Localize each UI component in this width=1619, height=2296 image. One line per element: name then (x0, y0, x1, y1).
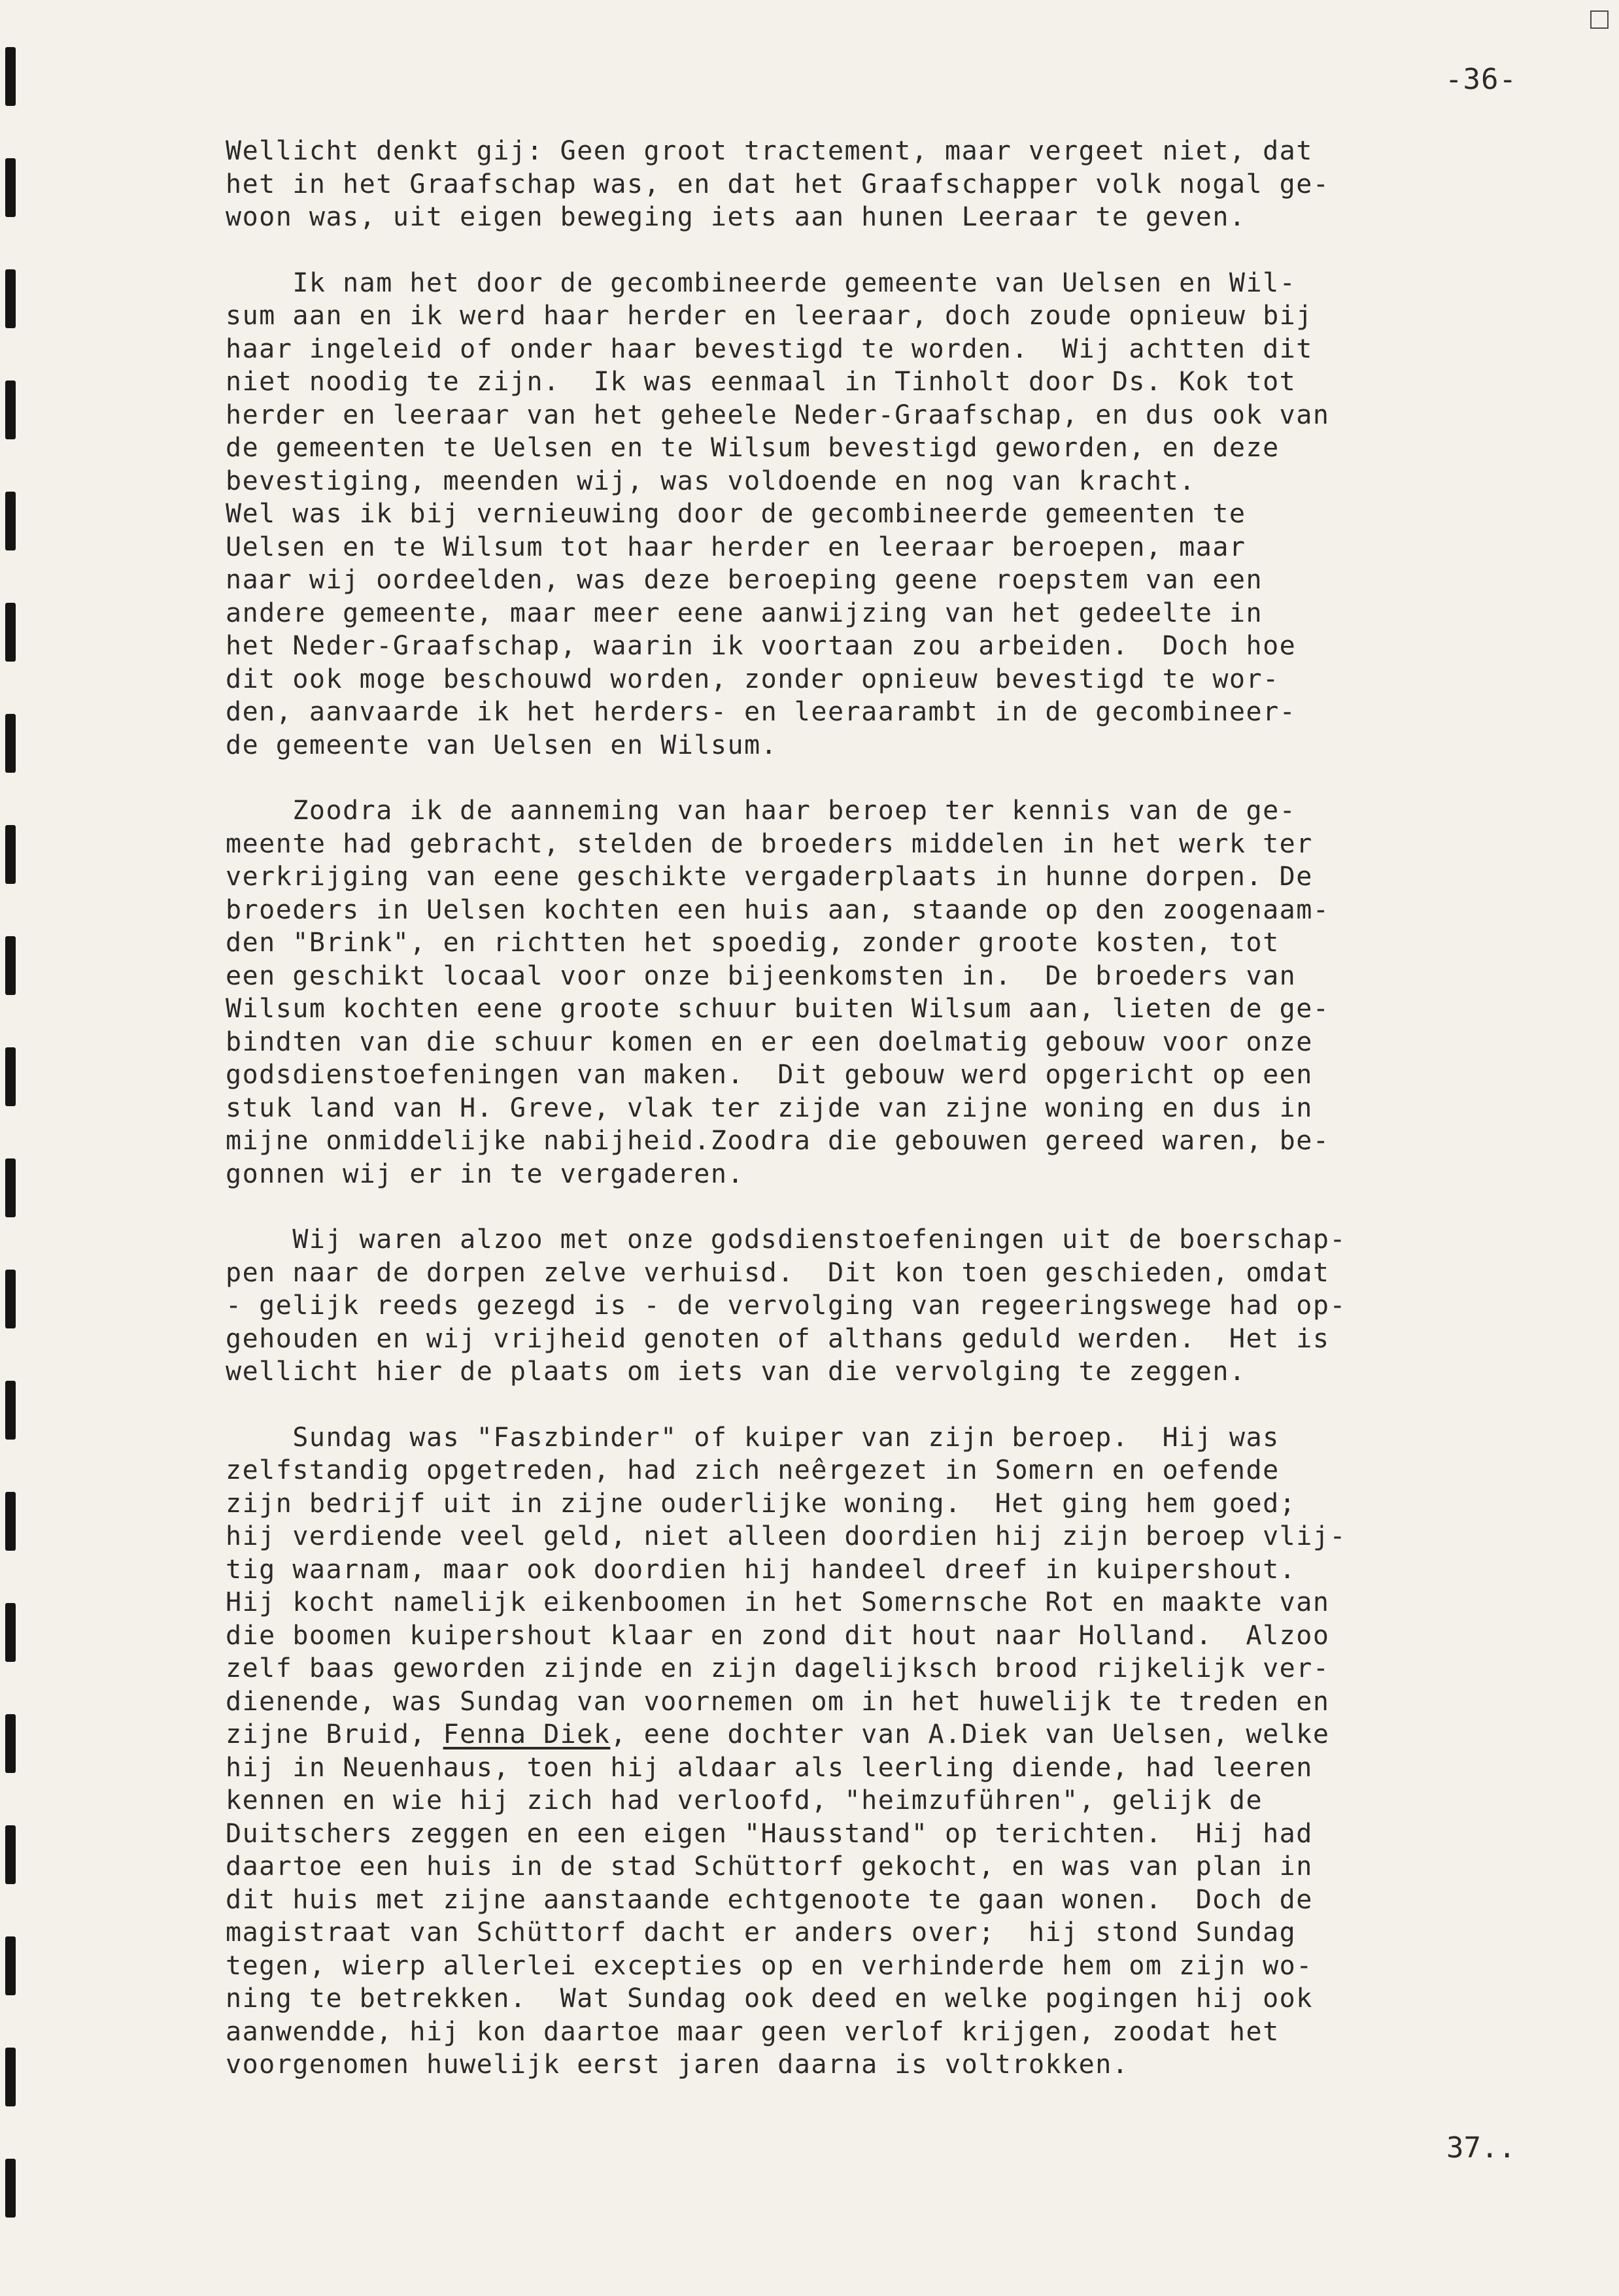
text-line: woon was, uit eigen beweging iets aan hunen Leeraar te geven. (226, 202, 1246, 232)
text-line: Zoodra ik de aanneming van haar beroep ter kennis van de ge- (226, 796, 1297, 826)
text-line: Duitschers zeggen en een eigen "Hausstand" op terichten. Hij had (226, 1818, 1313, 1849)
text-line: sum aan en ik werd haar herder en leeraar, doch zoude opnieuw bij (226, 301, 1313, 331)
text-line: aanwendde, hij kon daartoe maar geen verlof krijgen, zoodat het (226, 2016, 1280, 2047)
text-line: daartoe een huis in de stad Schüttorf gekocht, en was van plan in (226, 1851, 1313, 1882)
text-line: dit huis met zijne aanstaande echtgenoote te gaan wonen. Doch de (226, 1884, 1313, 1915)
text-line: Hij kocht namelijk eikenboomen in het Somernsche Rot en maakte van (226, 1587, 1330, 1617)
text-line: zijn bedrijf uit in zijne ouderlijke woning. Het ging hem goed; (226, 1488, 1297, 1519)
text-line: andere gemeente, maar meer eene aanwijzing van het gedeelte in (226, 598, 1263, 628)
paragraph (226, 267, 1566, 762)
text-line: ning te betrekken. Wat Sundag ook deed en welke pogingen hij ook (226, 1984, 1313, 2014)
binding-hole (5, 1158, 16, 1217)
text-line: een geschikt locaal voor onze bijeenkomsten in. De broeders van (226, 960, 1297, 991)
text-line: Uelsen en te Wilsum tot haar herder en leeraar beroepen, maar (226, 532, 1246, 562)
binding-hole (5, 47, 16, 106)
text-line: wellicht hier de plaats om iets van die vervolging te zeggen. (226, 1357, 1246, 1387)
text-line: haar ingeleid of onder haar bevestigd te worden. Wij achtten dit (226, 333, 1313, 364)
binding-hole (5, 158, 16, 217)
binding-hole (5, 1492, 16, 1551)
binding-hole (5, 1603, 16, 1662)
text-line: magistraat van Schüttorf dacht er anders over; hij stond Sundag (226, 1917, 1297, 1948)
paragraph (226, 1421, 1566, 2082)
text-line: Ik nam het door de gecombineerde gemeente van Uelsen en Wil- (226, 267, 1297, 298)
text-line: het in het Graafschap was, en dat het Graafschapper volk nogal ge- (226, 169, 1330, 199)
text-line: Wij waren alzoo met onze godsdienstoefeningen uit de boerschap- (226, 1224, 1346, 1255)
binding-hole (5, 936, 16, 995)
binding-hole (5, 492, 16, 550)
text-line: zelf baas geworden zijnde en zijn dagelijksch brood rijkelijk ver- (226, 1653, 1330, 1683)
spiral-binding (0, 0, 39, 2296)
binding-hole (5, 2159, 16, 2218)
binding-hole (5, 1714, 16, 1773)
text-line: tig waarnam, maar ook doordien hij handeel dreef in kuipershout. (226, 1554, 1297, 1585)
binding-hole (5, 603, 16, 662)
text-line: kennen en wie hij zich had verloofd, "heimzuführen", gelijk de (226, 1785, 1263, 1815)
paragraph-gap (226, 762, 1566, 794)
text-line: de gemeenten te Uelsen en te Wilsum bevestigd geworden, en deze (226, 433, 1280, 463)
paragraph (226, 1223, 1566, 1389)
text-line: Wellicht denkt gij: Geen groot tractement, maar vergeet niet, dat (226, 136, 1313, 166)
text-line: bevestiging, meenden wij, was voldoende en nog van kracht. (226, 465, 1196, 496)
paragraph-gap (226, 1389, 1566, 1421)
text-line: Wel was ik bij vernieuwing door de gecombineerde gemeenten te (226, 499, 1246, 529)
binding-hole (5, 1047, 16, 1106)
text-line: voorgenomen huwelijk eerst jaren daarna is voltrokken. (226, 2050, 1129, 2080)
text-line: herder en leeraar van het geheele Neder-Graafschap, en dus ook van (226, 399, 1330, 430)
text-line: tegen, wierp allerlei excepties op en verhinderde hem om zijn wo- (226, 1950, 1313, 1981)
text-line: gonnen wij er in te vergaderen. (226, 1158, 745, 1189)
paragraph-gap (226, 1190, 1566, 1223)
binding-hole (5, 1381, 16, 1440)
text-line: meente had gebracht, stelden de broeders middelen in het werk ter (226, 828, 1313, 859)
paragraph-gap (226, 234, 1566, 267)
binding-hole (5, 825, 16, 884)
text-line: Wilsum kochten eene groote schuur buiten Wilsum aan, lieten de ge- (226, 994, 1330, 1024)
binding-hole (5, 1936, 16, 1995)
page-number: -36- (1445, 63, 1517, 96)
text-line: verkrijging van eene geschikte vergaderplaats in hunne dorpen. De (226, 862, 1313, 892)
binding-hole (5, 380, 16, 439)
text-line: dit ook moge beschouwd worden, zonder opnieuw bevestigd te wor- (226, 664, 1280, 694)
text-line: zijne Bruid, Fenna Diek, eene dochter van A.Diek van Uelsen, welke (226, 1719, 1330, 1749)
text-line: Sundag was "Faszbinder" of kuiper van zijn beroep. Hij was (226, 1422, 1280, 1453)
text-line: de gemeente van Uelsen en Wilsum. (226, 730, 778, 760)
text-line: bindten van die schuur komen en er een doelmatig gebouw voor onze (226, 1026, 1313, 1057)
binding-hole (5, 714, 16, 773)
text-line: stuk land van H. Greve, vlak ter zijde van zijne woning en dus in (226, 1092, 1313, 1123)
paragraph (226, 794, 1566, 1190)
text-line: hij in Neuenhaus, toen hij aldaar als leerling diende, had leeren (226, 1752, 1313, 1783)
underlined-name: Fenna Diek (443, 1719, 611, 1749)
corner-mark (1590, 10, 1609, 29)
text-line: - gelijk reeds gezegd is - de vervolging van regeeringswege had op- (226, 1291, 1346, 1321)
text-line: den "Brink", en richtten het spoedig, zonder groote kosten, tot (226, 928, 1280, 958)
text-line: godsdienstoefeningen van maken. Dit gebouw werd opgericht op een (226, 1060, 1313, 1090)
text-line: pen naar de dorpen zelve verhuisd. Dit kon toen geschieden, omdat (226, 1257, 1330, 1288)
text-line: die boomen kuipershout klaar en zond dit hout naar Holland. Alzoo (226, 1620, 1330, 1651)
text-line: hij verdiende veel geld, niet alleen doordien hij zijn beroep vlij- (226, 1521, 1346, 1551)
body-text (226, 135, 1566, 2082)
text-line: gehouden en wij vrijheid genoten of althans geduld werden. Het is (226, 1323, 1330, 1354)
binding-hole (5, 1825, 16, 1884)
paragraph (226, 135, 1566, 234)
text-line: dienende, was Sundag van voornemen om in het huwelijk te treden en (226, 1686, 1330, 1717)
text-line: mijne onmiddelijke nabijheid.Zoodra die gebouwen gereed waren, be- (226, 1126, 1330, 1156)
text-line: het Neder-Graafschap, waarin ik voortaan zou arbeiden. Doch hoe (226, 631, 1297, 661)
next-page-indicator: 37.. (1446, 2131, 1516, 2165)
text-line: zelfstandig opgetreden, had zich neêrgezet in Somern en oefende (226, 1455, 1280, 1485)
binding-hole (5, 2048, 16, 2106)
text-line: den, aanvaarde ik het herders- en leeraarambt in de gecombineer- (226, 697, 1297, 727)
text-line: naar wij oordeelden, was deze beroeping geene roepstem van een (226, 565, 1263, 595)
text-line: niet noodig te zijn. Ik was eenmaal in Tinholt door Ds. Kok tot (226, 367, 1297, 397)
binding-hole (5, 269, 16, 328)
text-line: broeders in Uelsen kochten een huis aan, staande op den zoogenaam- (226, 894, 1330, 925)
binding-hole (5, 1270, 16, 1328)
